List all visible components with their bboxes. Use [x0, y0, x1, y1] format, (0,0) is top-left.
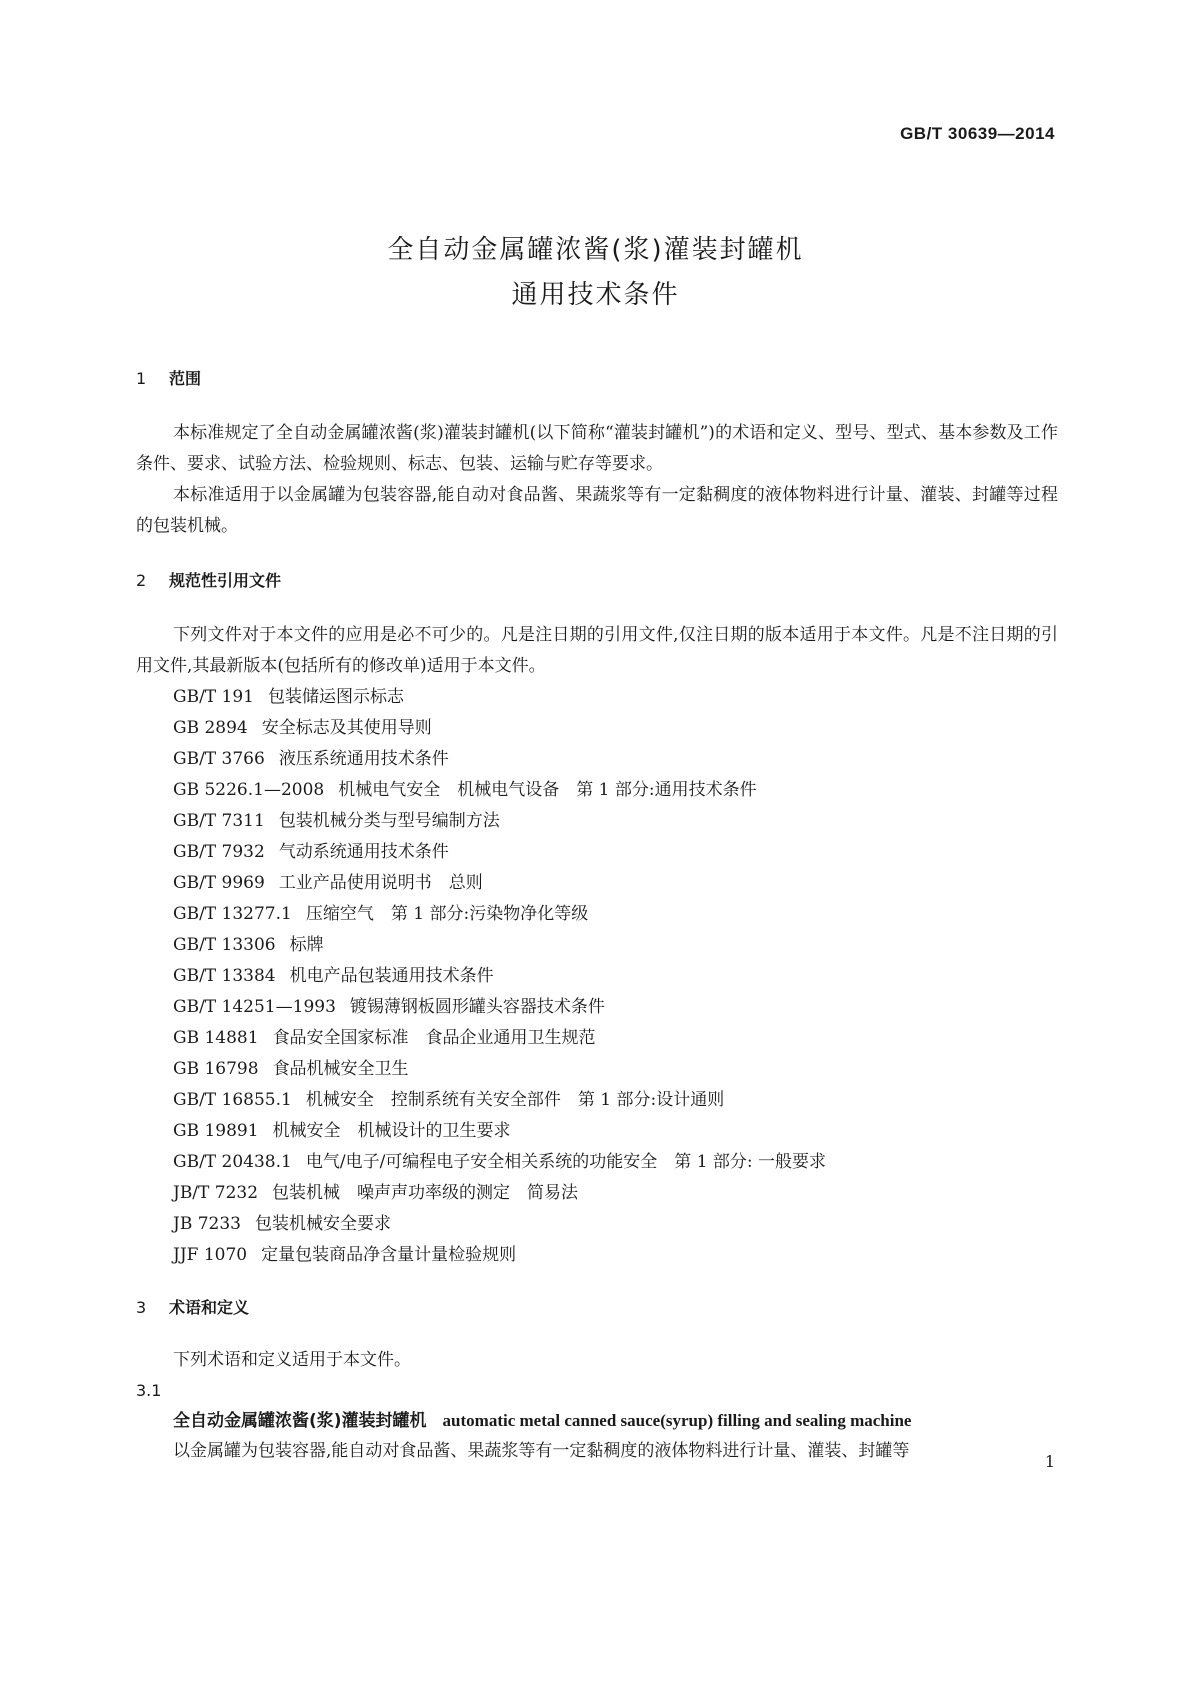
title-line-1: 全自动金属罐浓酱(浆)灌装封罐机: [387, 235, 804, 265]
reference-code: GB/T 14251—1993: [173, 997, 336, 1017]
section-heading-references: [136, 568, 1058, 594]
terms-intro: 下列术语和定义适用于本文件。: [173, 1350, 411, 1370]
title-line-2: 通用技术条件: [511, 280, 680, 310]
reference-item: [136, 1054, 1058, 1085]
reference-list: [136, 682, 1058, 1271]
reference-title: 液压系统通用技术条件: [278, 749, 449, 769]
references-intro: 下列文件对于本文件的应用是必不可少的。凡是注日期的引用文件,仅注日期的版本适用于本文件。凡是不注日期的引用文件,其最新版本(包括所有的修改单)适用于本文件。: [136, 625, 1058, 676]
reference-code: GB 19891: [173, 1121, 259, 1141]
reference-item: [136, 868, 1058, 899]
reference-item: [136, 775, 1058, 806]
reference-item: [136, 837, 1058, 868]
reference-title: 标牌: [289, 935, 324, 955]
reference-code: GB 16798: [173, 1059, 259, 1079]
reference-code: GB/T 13277.1: [173, 904, 292, 924]
reference-item: [136, 1085, 1058, 1116]
reference-code: JB/T 7232: [173, 1183, 259, 1203]
reference-title: 食品安全国家标准 食品企业通用卫生规范: [272, 1028, 596, 1048]
reference-item: [136, 930, 1058, 961]
reference-item: [136, 1147, 1058, 1178]
scope-paragraph-2: 本标准适用于以金属罐为包装容器,能自动对食品酱、果蔬浆等有一定黏稠度的液体物料进行计量、灌装、封罐等过程的包装机械。: [136, 485, 1058, 536]
reference-code: JJF 1070: [173, 1245, 248, 1265]
reference-item: [136, 961, 1058, 992]
standard-number: GB/T 30639—2014: [900, 124, 1055, 143]
reference-title: 压缩空气 第 1 部分:污染物净化等级: [305, 904, 589, 924]
reference-title: 镀锡薄钢板圆形罐头容器技术条件: [349, 997, 605, 1017]
section-number: 1: [136, 369, 147, 388]
reference-item: [136, 806, 1058, 837]
reference-item: [136, 682, 1058, 713]
reference-code: GB 5226.1—2008: [173, 780, 325, 800]
term-english: automatic metal canned sauce(syrup) filling and sealing machine: [442, 1411, 912, 1430]
reference-item: [136, 1116, 1058, 1147]
reference-code: GB/T 16855.1: [173, 1090, 292, 1110]
section-number: 3: [136, 1298, 147, 1317]
reference-item: [136, 1023, 1058, 1054]
section-number: 2: [136, 571, 147, 590]
reference-code: GB/T 9969: [173, 873, 265, 893]
term-definition: 以金属罐为包装容器,能自动对食品酱、果蔬浆等有一定黏稠度的液体物料进行计量、灌装、封罐等: [173, 1441, 910, 1461]
section-title: 术语和定义: [169, 1298, 250, 1317]
reference-title: 机电产品包装通用技术条件: [289, 966, 494, 986]
reference-code: GB/T 20438.1: [173, 1152, 292, 1172]
reference-code: GB/T 3766: [173, 749, 265, 769]
page-number: 1: [1044, 1452, 1055, 1471]
reference-item: [136, 1178, 1058, 1209]
reference-title: 包装储运图示标志: [268, 687, 404, 707]
reference-item: [136, 1209, 1058, 1240]
reference-title: 电气/电子/可编程电子安全相关系统的功能安全 第 1 部分: 一般要求: [305, 1152, 827, 1172]
section-title: 范围: [169, 369, 202, 388]
reference-item: [136, 992, 1058, 1023]
term-number: 3.1: [136, 1381, 162, 1400]
reference-title: 工业产品使用说明书 总则: [278, 873, 483, 893]
reference-code: GB/T 13384: [173, 966, 276, 986]
term-chinese: 全自动金属罐浓酱(浆)灌装封罐机: [173, 1411, 427, 1431]
reference-title: 包装机械安全要求: [254, 1214, 391, 1234]
reference-title: 机械安全 机械设计的卫生要求: [272, 1121, 511, 1141]
reference-code: GB/T 191: [173, 687, 254, 707]
reference-title: 包装机械分类与型号编制方法: [278, 811, 500, 831]
reference-item: [136, 899, 1058, 930]
reference-title: 机械电气安全 机械电气设备 第 1 部分:通用技术条件: [338, 780, 757, 800]
section-heading-scope: [136, 366, 1058, 392]
reference-code: GB/T 7311: [173, 811, 265, 831]
reference-title: 安全标志及其使用导则: [261, 718, 432, 738]
reference-code: GB/T 13306: [173, 935, 276, 955]
section-heading-terms: [136, 1295, 1058, 1321]
reference-title: 机械安全 控制系统有关安全部件 第 1 部分:设计通则: [305, 1090, 725, 1110]
reference-code: GB/T 7932: [173, 842, 265, 862]
section-title: 规范性引用文件: [169, 571, 282, 590]
reference-code: GB 2894: [173, 718, 248, 738]
reference-item: [136, 1240, 1058, 1271]
document-title: [0, 228, 1191, 318]
reference-title: 气动系统通用技术条件: [278, 842, 449, 862]
reference-item: [136, 744, 1058, 775]
reference-title: 定量包装商品净含量计量检验规则: [261, 1245, 517, 1265]
reference-code: JB 7233: [173, 1214, 241, 1234]
reference-title: 包装机械 噪声声功率级的测定 简易法: [272, 1183, 579, 1203]
reference-title: 食品机械安全卫生: [272, 1059, 409, 1079]
reference-code: GB 14881: [173, 1028, 259, 1048]
reference-item: [136, 713, 1058, 744]
document-body: [136, 366, 1058, 1467]
scope-paragraph-1: 本标准规定了全自动金属罐浓酱(浆)灌装封罐机(以下简称“灌装封罐机”)的术语和定义、型号、型式、基本参数及工作条件、要求、试验方法、检验规则、标志、包装、运输与贮存等要求。: [136, 423, 1058, 474]
term-heading: [136, 1406, 1058, 1436]
